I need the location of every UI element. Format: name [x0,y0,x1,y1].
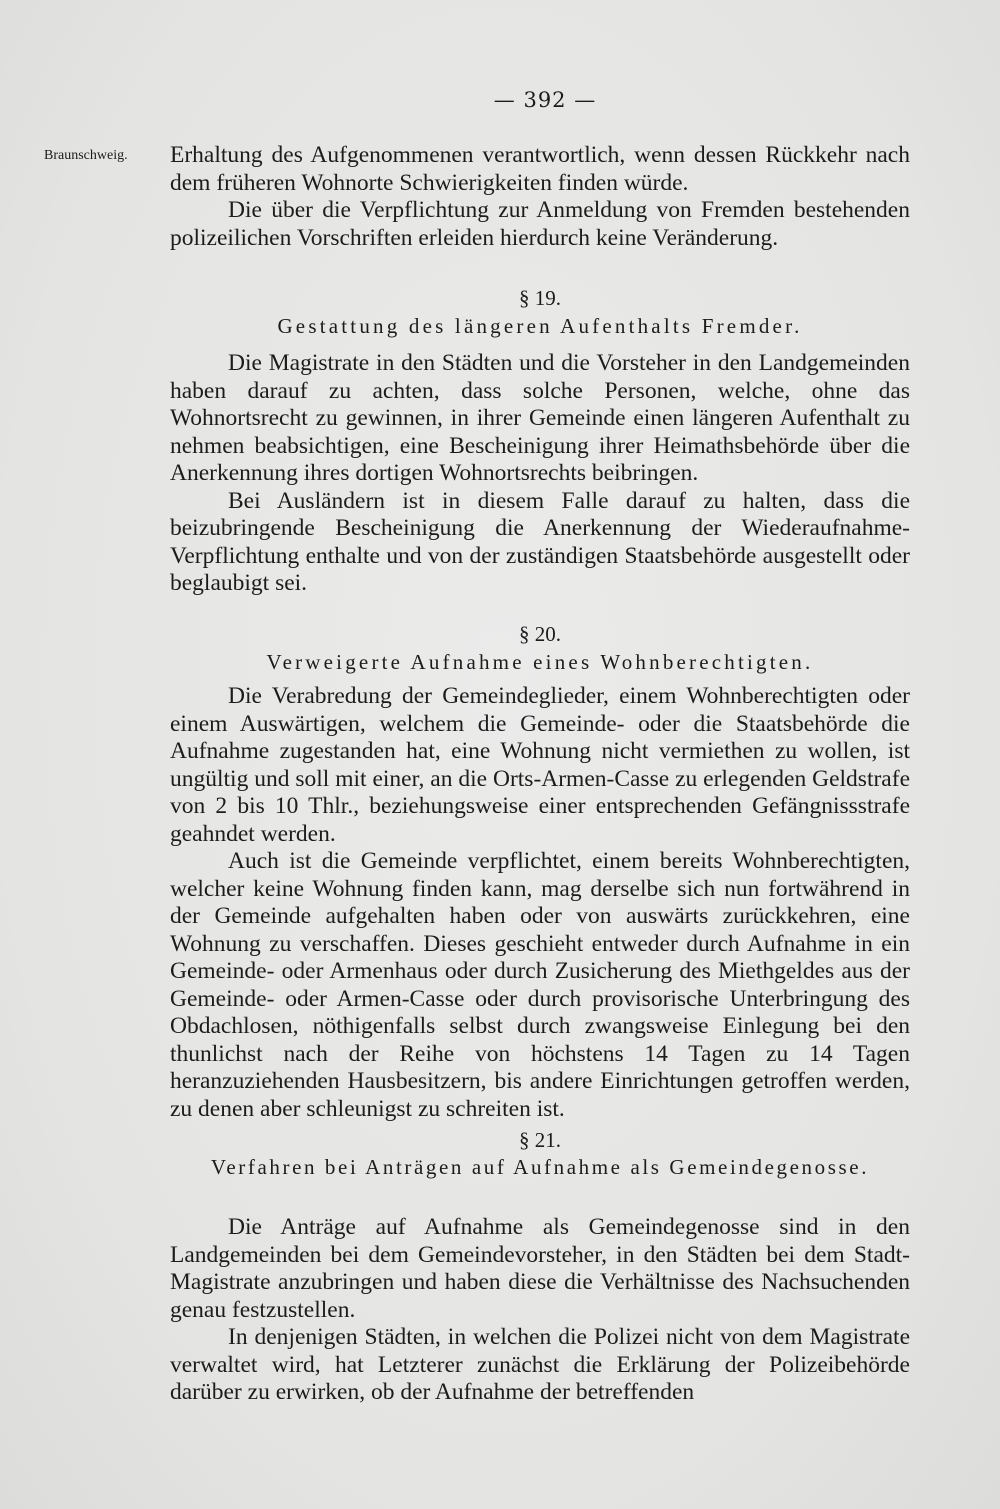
section-mark-20: § 20. [519,622,561,646]
paragraph: Die Anträge auf Aufnahme als Gemeindegenosse sind in den Landgemeinden bei dem Gemeindevorsteher, in den Städten bei dem Stadt-Magistrate anzubringen und haben diese die Verhältnisse des Nachsuchenden genau festzustellen. [170,1214,910,1323]
section-mark-21: § 21. [519,1128,561,1152]
section-heading-19: Gestattung des längeren Aufenthalts Fremder. [277,314,803,338]
paragraph: Die Magistrate in den Städten und die Vorsteher in den Landgemeinden haben darauf zu achten, dass solche Personen, welche, ohne das Wohnortsrecht zu gewinnen, in ihrer Gemeinde einen längeren Aufenthalt zu nehmen beabsichtigen, eine Bescheinigung ihrer Heimathsbehörde über die Anerkennung ihres dortigen Wohnortsrechts beibringen. [170,350,910,486]
paragraph: In denjenigen Städten, in welchen die Polizei nicht von dem Magistrate verwaltet wird, hat Letzterer zunächst die Erklärung der Polizeibehörde darüber zu erwirken, ob der Aufnahme der betreffenden [170,1324,910,1405]
text-block-continuation [170,142,910,252]
page-number: — 392 — [493,88,597,112]
section-mark-19: § 19. [519,286,561,310]
paragraph: Bei Ausländern ist in diesem Falle darauf zu halten, dass die beizubringende Bescheinigung die Anerkennung der Wiederaufnahme-Verpflichtung enthalte und von der zuständigen Staatsbehörde ausgestellt oder beglaubigt sei. [170,487,910,596]
section-19-body [170,350,910,598]
paragraph: Die Verabredung der Gemeindeglieder, einem Wohnberechtigten oder einem Auswärtigen, welchem die Gemeinde- oder die Staatsbehörde die Aufnahme zugestanden hat, eine Wohnung nicht vermiethen zu wollen, ist ungültig und soll mit einer, an die Orts-Armen-Casse zu erlegenden Geldstrafe von 2 bis 10 Thlr., beziehungsweise einer entsprechenden Gefängnissstrafe geahndet werden. [170,683,910,847]
margin-note: Braunschweig. [44,148,128,163]
section-heading-20: Verweigerte Aufnahme eines Wohnberechtigten. [266,650,814,674]
section-20-body [170,683,910,1123]
section-21-body [170,1214,910,1407]
section-heading-21: Verfahren bei Anträgen auf Aufnahme als Gemeindegenosse. [210,1155,870,1179]
paragraph: Die über die Verpflichtung zur Anmeldung von Fremden bestehenden polizeilichen Vorschriften erleiden hierdurch keine Veränderung. [170,197,910,251]
paragraph: Erhaltung des Aufgenommenen verantwortlich, wenn dessen Rückkehr nach dem früheren Wohnorte Schwierigkeiten finden würde. [170,142,910,196]
paragraph: Auch ist die Gemeinde verpflichtet, einem bereits Wohnberechtigten, welcher keine Wohnung finden kann, mag derselbe sich nun fortwährend in der Gemeinde aufgehalten haben oder von auswärts zurückkehren, eine Wohnung zu verschaffen. Dieses geschieht entweder durch Aufnahme in ein Gemeinde- oder Armenhaus oder durch Zusicherung des Miethgeldes aus der Gemeinde- oder Armen-Casse oder durch provisorische Unterbringung des Obdachlosen, nöthigenfalls selbst durch zwangsweise Einlegung bei den thunlichst nach der Reihe von höchstens 14 Tagen zu 14 Tagen heranzuziehenden Hausbesitzern, bis andere Einrichtungen getroffen werden, zu denen aber schleunigst zu schreiten ist. [170,848,910,1122]
